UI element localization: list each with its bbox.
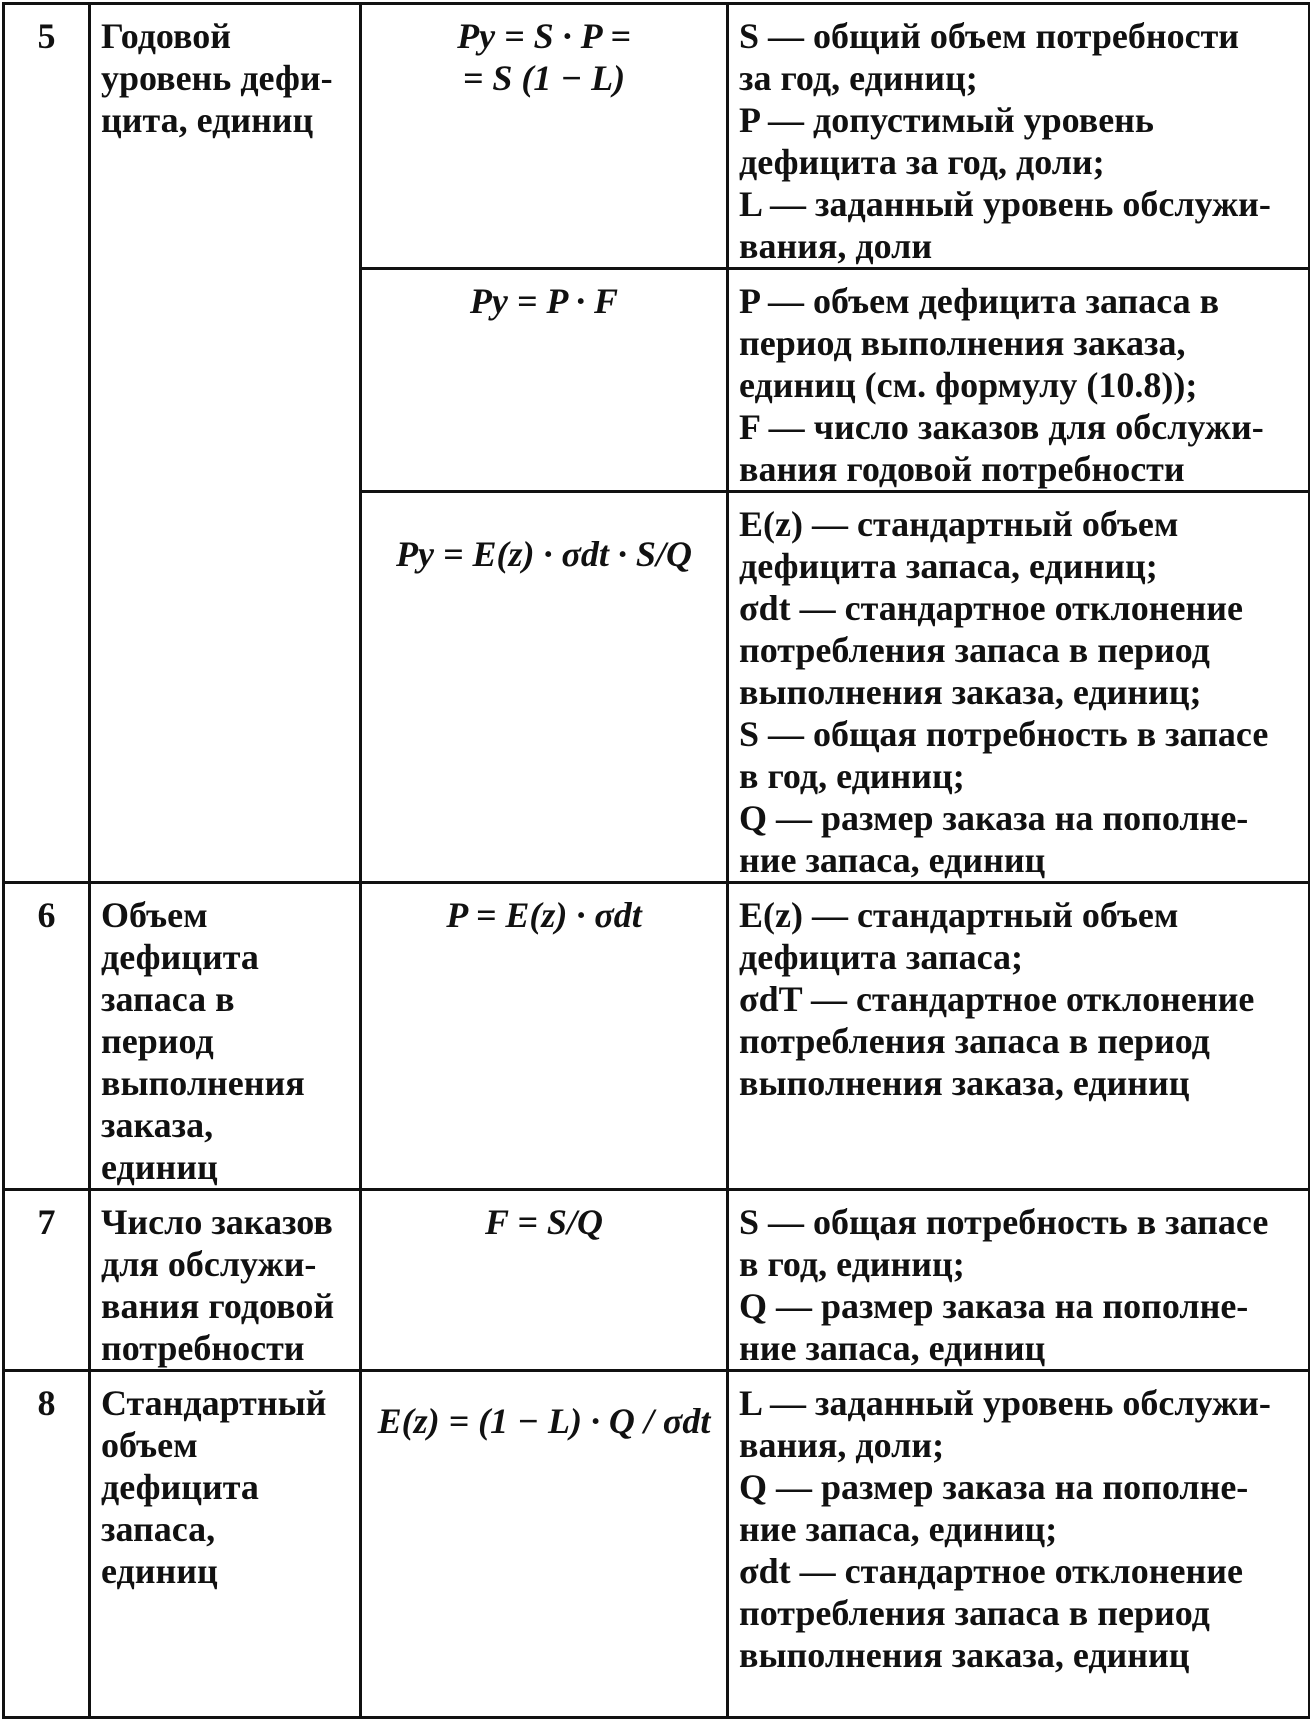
description-cell: S — общий объем потребности за год, единиц; P — допустимый уровень дефицита за год, доли; L — заданный уровень обслужи- вания, доли	[728, 4, 1310, 269]
description-cell: E(z) — стандартный объем дефицита запаса, единиц; σdt — стандартное отклонение потребления запаса в период выполнения заказа, единиц; S — общая потребность в запасе в год, единиц; Q — размер заказа на пополне- ние запаса, единиц	[728, 492, 1310, 883]
formula-table	[2, 2, 1310, 1719]
formula-cell: Pу = P · F	[361, 269, 728, 492]
row-number: 8	[4, 1371, 90, 1718]
table-row	[4, 883, 1310, 1190]
formula-cell: Pу = S · P = = S (1 − L)	[361, 4, 728, 269]
description-cell: S — общая потребность в запасе в год, единиц; Q — размер заказа на пополне- ние запаса, единиц	[728, 1190, 1310, 1371]
indicator-name: Число заказов для обслужи- вания годовой потребности	[90, 1190, 361, 1371]
table-row	[4, 1190, 1310, 1371]
indicator-name: Годовой уровень дефи- цита, единиц	[90, 4, 361, 883]
row-number: 5	[4, 4, 90, 883]
formula-cell: F = S/Q	[361, 1190, 728, 1371]
table-row	[4, 4, 1310, 269]
description-cell: P — объем дефицита запаса в период выполнения заказа, единиц (см. формулу (10.8)); F — число заказов для обслужи- вания годовой потребности	[728, 269, 1310, 492]
indicator-name: Объем дефицита запаса в период выполнения заказа, единиц	[90, 883, 361, 1190]
description-cell: L — заданный уровень обслужи- вания, доли; Q — размер заказа на пополне- ние запаса, единиц; σdt — стандартное отклонение потребления запаса в период выполнения заказа, единиц	[728, 1371, 1310, 1718]
row-number: 6	[4, 883, 90, 1190]
formula-cell: E(z) = (1 − L) · Q / σdt	[361, 1371, 728, 1718]
formula-cell: P = E(z) · σdt	[361, 883, 728, 1190]
formula-cell: Pу = E(z) · σdt · S/Q	[361, 492, 728, 883]
indicator-name: Стандартный объем дефицита запаса, единиц	[90, 1371, 361, 1718]
table-row	[4, 1371, 1310, 1718]
description-cell: E(z) — стандартный объем дефицита запаса; σdT — стандартное отклонение потребления запаса в период выполнения заказа, единиц	[728, 883, 1310, 1190]
row-number: 7	[4, 1190, 90, 1371]
